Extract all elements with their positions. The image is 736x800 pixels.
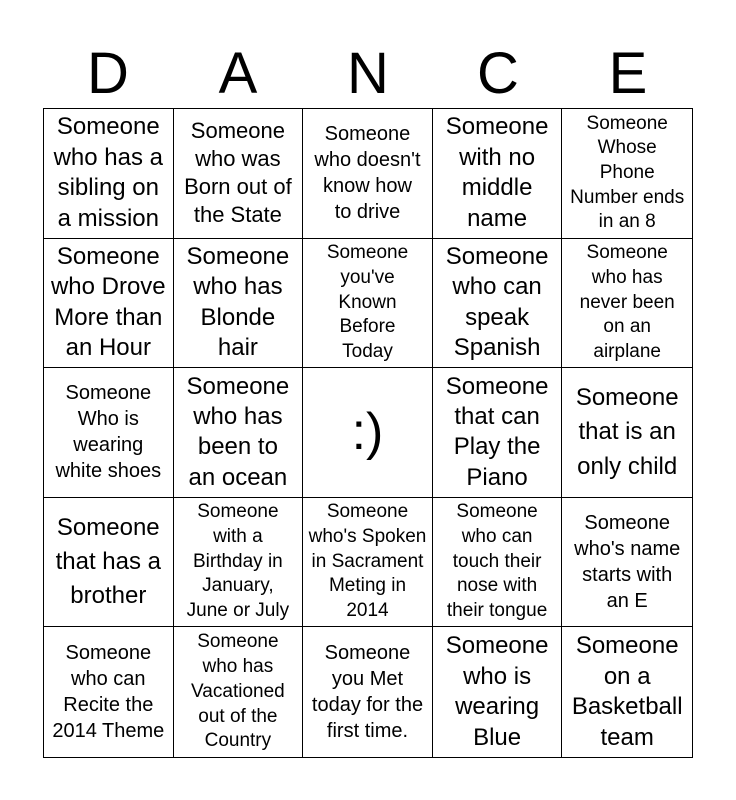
cell-text: Someone with a Birthday in January, June or July	[186, 501, 290, 622]
bingo-cell	[433, 239, 563, 369]
bingo-cell	[562, 498, 692, 628]
bingo-cell	[433, 498, 563, 628]
cell-text: Someone with no middle name	[445, 113, 549, 232]
bingo-cell	[174, 498, 304, 628]
bingo-cell	[174, 368, 304, 498]
bingo-cell	[562, 368, 692, 498]
cell-text: Someone who has Blonde hair	[186, 242, 290, 362]
bingo-cell	[44, 368, 174, 498]
cell-text: Someone who's name starts with an E	[574, 512, 681, 613]
bingo-cell	[303, 627, 433, 757]
cell-text: Someone who has been to an ocean	[186, 372, 290, 491]
cell-text: Someone that has a brother	[55, 513, 161, 610]
smiley-text: :)	[351, 403, 384, 462]
bingo-cell	[562, 627, 692, 757]
header-letter-c: C	[477, 41, 519, 106]
bingo-cell	[174, 627, 304, 757]
bingo-cell	[562, 109, 692, 239]
bingo-cell	[433, 627, 563, 757]
cell-text: Someone who Drove More than an Hour	[50, 242, 166, 362]
bingo-card	[43, 108, 693, 758]
cell-text: Someone Who is wearing white shoes	[55, 382, 162, 483]
bingo-cell	[433, 368, 563, 498]
bingo-cell	[174, 239, 304, 369]
cell-text: Someone who's Spoken in Sacrament Meting in 2014	[308, 501, 427, 622]
cell-text: Someone Whose Phone Number ends in an 8	[570, 112, 685, 233]
cell-text: Someone you Met today for the first time.	[311, 642, 424, 743]
cell-text: Someone who is wearing Blue	[445, 632, 549, 751]
bingo-cell	[44, 109, 174, 239]
header-letter-a: A	[218, 41, 258, 106]
header-letter-n: N	[347, 41, 389, 106]
cell-text: Someone who has Vacationed out of the Country	[191, 631, 285, 752]
cell-text: Someone who has a sibling on a mission	[53, 113, 163, 232]
bingo-cell	[44, 627, 174, 757]
cell-text: Someone who was Born out of the State	[184, 118, 292, 228]
cell-text: Someone who can speak Spanish	[445, 242, 549, 362]
bingo-cell	[562, 239, 692, 369]
cell-text: Someone that can Play the Piano	[445, 372, 549, 491]
cell-text: Someone you've Known Before Today	[326, 242, 409, 362]
bingo-cell	[303, 109, 433, 239]
bingo-cell	[303, 498, 433, 628]
header-letter-d: D	[87, 41, 129, 106]
cell-text: Someone who can Recite the 2014 Theme	[52, 642, 165, 743]
cell-text: Someone who doesn't know how to drive	[314, 123, 421, 224]
bingo-cell	[433, 109, 563, 239]
header-letter-e: E	[608, 41, 648, 106]
bingo-cell	[174, 109, 304, 239]
cell-text: Someone who has never been on an airplane	[579, 242, 675, 362]
cell-text: Someone that is an only child	[575, 384, 679, 480]
bingo-header	[43, 40, 693, 108]
bingo-cell	[44, 498, 174, 628]
cell-text: Someone who can touch their nose with their tongue	[446, 501, 548, 622]
bingo-cell	[303, 239, 433, 369]
cell-text: Someone on a Basketball team	[571, 632, 683, 751]
free-space	[303, 368, 433, 498]
bingo-cell	[44, 239, 174, 369]
